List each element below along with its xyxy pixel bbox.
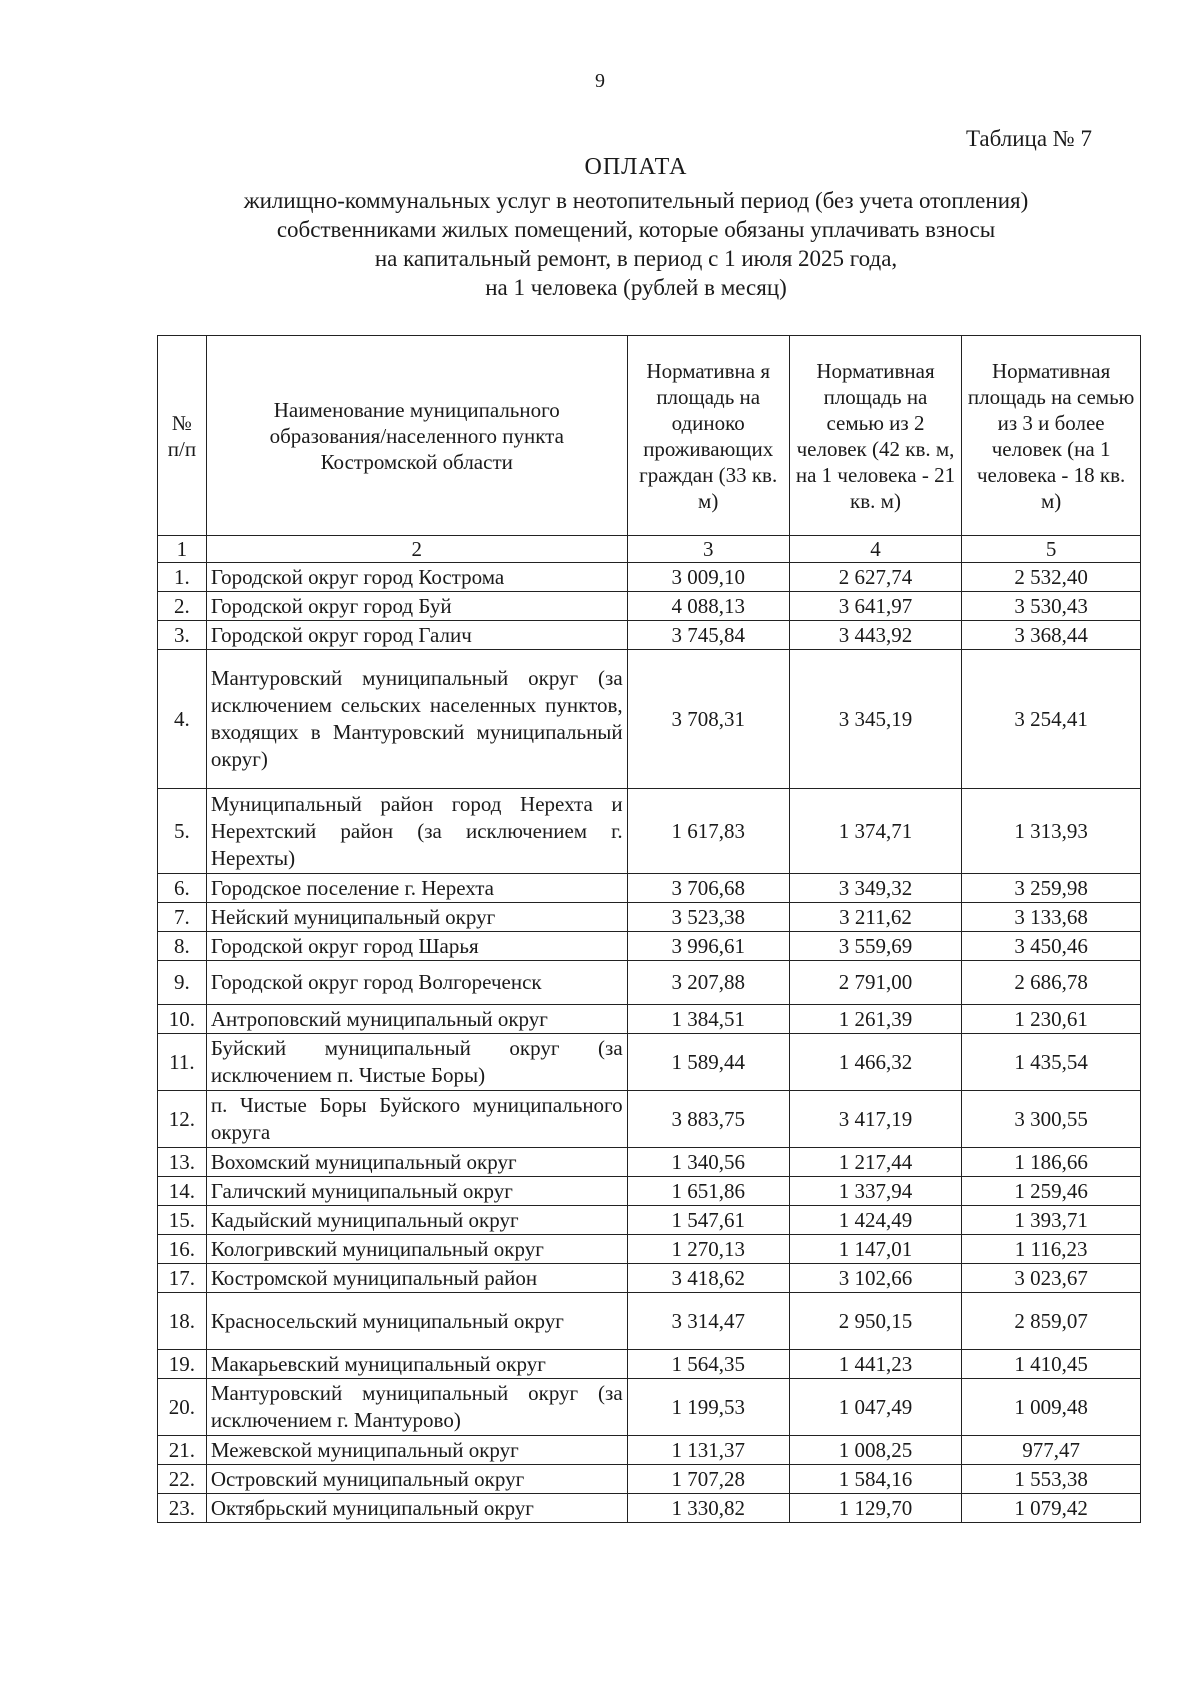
row-number: 14. [158,1177,207,1206]
table-row [158,1350,1141,1379]
subtitle-line: собственниками жилых помещений, которые обязаны уплачивать взносы [276,217,996,242]
row-single-resident-value: 1 384,51 [627,1005,789,1034]
table-row [158,650,1141,789]
table-row [158,789,1141,874]
header-num: № п/п [158,336,207,536]
tariff-table [157,335,1141,1523]
row-number: 20. [158,1379,207,1436]
row-municipality-name: Нейский муниципальный округ [206,903,627,932]
table-row [158,961,1141,1005]
row-number: 17. [158,1264,207,1293]
column-index: 3 [627,536,789,563]
table-row [158,621,1141,650]
row-municipality-name: Макарьевский муниципальный округ [206,1350,627,1379]
table-row [158,1148,1141,1177]
row-number: 10. [158,1005,207,1034]
column-index: 5 [962,536,1141,563]
row-number: 19. [158,1350,207,1379]
table-row [158,1206,1141,1235]
row-number: 2. [158,592,207,621]
table-header-row [158,336,1141,536]
row-two-person-value: 3 641,97 [789,592,961,621]
row-municipality-name: Кадыйский муниципальный округ [206,1206,627,1235]
row-number: 6. [158,874,207,903]
row-number: 16. [158,1235,207,1264]
table-row [158,903,1141,932]
table-row [158,1293,1141,1350]
row-single-resident-value: 1 340,56 [627,1148,789,1177]
row-two-person-value: 3 345,19 [789,650,961,789]
row-two-person-value: 2 791,00 [789,961,961,1005]
row-two-person-value: 1 466,32 [789,1034,961,1091]
row-municipality-name: Городской округ город Буй [206,592,627,621]
row-three-plus-value: 3 254,41 [962,650,1141,789]
row-three-plus-value: 3 450,46 [962,932,1141,961]
row-single-resident-value: 1 564,35 [627,1350,789,1379]
row-two-person-value: 3 349,32 [789,874,961,903]
row-single-resident-value: 1 270,13 [627,1235,789,1264]
row-municipality-name: Городской округ город Шарья [206,932,627,961]
row-number: 9. [158,961,207,1005]
row-single-resident-value: 1 589,44 [627,1034,789,1091]
header-name: Наименование муниципального образования/населенного пункта Костромской области [206,336,627,536]
row-municipality-name: Антроповский муниципальный округ [206,1005,627,1034]
row-municipality-name: Мантуровский муниципальный округ (за исключением сельских населенных пунктов, входящих в Мантуровский муниципальный округ) [206,650,627,789]
row-single-resident-value: 4 088,13 [627,592,789,621]
table-row [158,1235,1141,1264]
row-two-person-value: 1 008,25 [789,1436,961,1465]
row-two-person-value: 1 424,49 [789,1206,961,1235]
subtitle-line: на 1 человека (рублей в месяц) [485,275,787,300]
row-municipality-name: Буйский муниципальный округ (за исключением п. Чистые Боры) [206,1034,627,1091]
table-label: Таблица № 7 [965,126,1092,151]
row-number: 1. [158,563,207,592]
row-number: 13. [158,1148,207,1177]
row-single-resident-value: 3 706,68 [627,874,789,903]
table-row [158,1379,1141,1436]
row-single-resident-value: 1 547,61 [627,1206,789,1235]
table-row [158,1264,1141,1293]
row-two-person-value: 3 102,66 [789,1264,961,1293]
row-two-person-value: 1 261,39 [789,1005,961,1034]
document-subtitle [0,186,1200,302]
table-row [158,1034,1141,1091]
row-number: 15. [158,1206,207,1235]
table-body [158,563,1141,1523]
row-municipality-name: Городское поселение г. Нерехта [206,874,627,903]
row-single-resident-value: 1 199,53 [627,1379,789,1436]
row-municipality-name: Красносельский муниципальный округ [206,1293,627,1350]
row-number: 8. [158,932,207,961]
column-index: 2 [206,536,627,563]
row-two-person-value: 2 627,74 [789,563,961,592]
row-municipality-name: Кологривский муниципальный округ [206,1235,627,1264]
row-single-resident-value: 3 418,62 [627,1264,789,1293]
row-municipality-name: Межевской муниципальный округ [206,1436,627,1465]
row-single-resident-value: 3 996,61 [627,932,789,961]
row-three-plus-value: 3 133,68 [962,903,1141,932]
row-two-person-value: 1 374,71 [789,789,961,874]
row-number: 22. [158,1465,207,1494]
row-two-person-value: 3 443,92 [789,621,961,650]
row-three-plus-value: 977,47 [962,1436,1141,1465]
row-municipality-name: Мантуровский муниципальный округ (за исключением г. Мантурово) [206,1379,627,1436]
table-row [158,1177,1141,1206]
row-three-plus-value: 3 259,98 [962,874,1141,903]
row-three-plus-value: 3 023,67 [962,1264,1141,1293]
header-single-resident: Нормативна я площадь на одиноко проживающих граждан (33 кв. м) [627,336,789,536]
row-municipality-name: Островский муниципальный округ [206,1465,627,1494]
row-three-plus-value: 2 686,78 [962,961,1141,1005]
row-municipality-name: Костромской муниципальный район [206,1264,627,1293]
table-row [158,1465,1141,1494]
row-three-plus-value: 1 116,23 [962,1235,1141,1264]
table-row [158,1436,1141,1465]
row-three-plus-value: 1 410,45 [962,1350,1141,1379]
row-municipality-name: Городской округ город Кострома [206,563,627,592]
row-three-plus-value: 2 532,40 [962,563,1141,592]
row-three-plus-value: 2 859,07 [962,1293,1141,1350]
row-municipality-name: Муниципальный район город Нерехта и Нерехтский район (за исключением г. Нерехты) [206,789,627,874]
row-municipality-name: Городской округ город Волгореченск [206,961,627,1005]
row-three-plus-value: 1 079,42 [962,1494,1141,1523]
row-number: 23. [158,1494,207,1523]
row-single-resident-value: 3 523,38 [627,903,789,932]
row-three-plus-value: 1 313,93 [962,789,1141,874]
row-three-plus-value: 1 230,61 [962,1005,1141,1034]
row-two-person-value: 2 950,15 [789,1293,961,1350]
row-two-person-value: 3 559,69 [789,932,961,961]
row-single-resident-value: 3 745,84 [627,621,789,650]
row-three-plus-value: 1 553,38 [962,1465,1141,1494]
row-single-resident-value: 3 314,47 [627,1293,789,1350]
column-index: 1 [158,536,207,563]
row-two-person-value: 1 441,23 [789,1350,961,1379]
row-municipality-name: Вохомский муниципальный округ [206,1148,627,1177]
row-two-person-value: 3 211,62 [789,903,961,932]
table-row [158,1005,1141,1034]
subtitle-line: жилищно-коммунальных услуг в неотопительный период (без учета отопления) [243,188,1029,213]
row-two-person-value: 1 047,49 [789,1379,961,1436]
row-number: 21. [158,1436,207,1465]
row-three-plus-value: 3 300,55 [962,1091,1141,1148]
row-single-resident-value: 1 131,37 [627,1436,789,1465]
row-municipality-name: Галичский муниципальный округ [206,1177,627,1206]
row-three-plus-value: 1 259,46 [962,1177,1141,1206]
row-single-resident-value: 1 617,83 [627,789,789,874]
subtitle-line: на капитальный ремонт, в период с 1 июля 2025 года, [374,246,898,271]
row-two-person-value: 1 217,44 [789,1148,961,1177]
row-municipality-name: Октябрьский муниципальный округ [206,1494,627,1523]
row-single-resident-value: 3 207,88 [627,961,789,1005]
row-two-person-value: 1 337,94 [789,1177,961,1206]
page-number: 9 [595,70,605,92]
row-three-plus-value: 1 186,66 [962,1148,1141,1177]
header-two-person-family: Нормативная площадь на семью из 2 человек (42 кв. м, на 1 человека - 21 кв. м) [789,336,961,536]
row-single-resident-value: 3 883,75 [627,1091,789,1148]
row-municipality-name: Городской округ город Галич [206,621,627,650]
table-row [158,1091,1141,1148]
row-number: 7. [158,903,207,932]
row-number: 3. [158,621,207,650]
row-number: 11. [158,1034,207,1091]
row-two-person-value: 1 147,01 [789,1235,961,1264]
table-row [158,592,1141,621]
header-three-plus-family: Нормативная площадь на семью из 3 и более человек (на 1 человека - 18 кв. м) [962,336,1141,536]
row-number: 5. [158,789,207,874]
row-municipality-name: п. Чистые Боры Буйского муниципального округа [206,1091,627,1148]
row-number: 4. [158,650,207,789]
row-two-person-value: 1 584,16 [789,1465,961,1494]
table-row [158,1494,1141,1523]
row-single-resident-value: 3 009,10 [627,563,789,592]
row-single-resident-value: 1 651,86 [627,1177,789,1206]
column-index: 4 [789,536,961,563]
row-number: 12. [158,1091,207,1148]
row-single-resident-value: 1 707,28 [627,1465,789,1494]
row-two-person-value: 3 417,19 [789,1091,961,1148]
document-title: ОПЛАТА [584,154,688,180]
table-row [158,932,1141,961]
row-three-plus-value: 3 368,44 [962,621,1141,650]
row-single-resident-value: 3 708,31 [627,650,789,789]
row-three-plus-value: 1 435,54 [962,1034,1141,1091]
table-row [158,563,1141,592]
column-index-row [158,536,1141,563]
row-three-plus-value: 3 530,43 [962,592,1141,621]
row-three-plus-value: 1 009,48 [962,1379,1141,1436]
row-two-person-value: 1 129,70 [789,1494,961,1523]
row-three-plus-value: 1 393,71 [962,1206,1141,1235]
row-number: 18. [158,1293,207,1350]
table-row [158,874,1141,903]
row-single-resident-value: 1 330,82 [627,1494,789,1523]
